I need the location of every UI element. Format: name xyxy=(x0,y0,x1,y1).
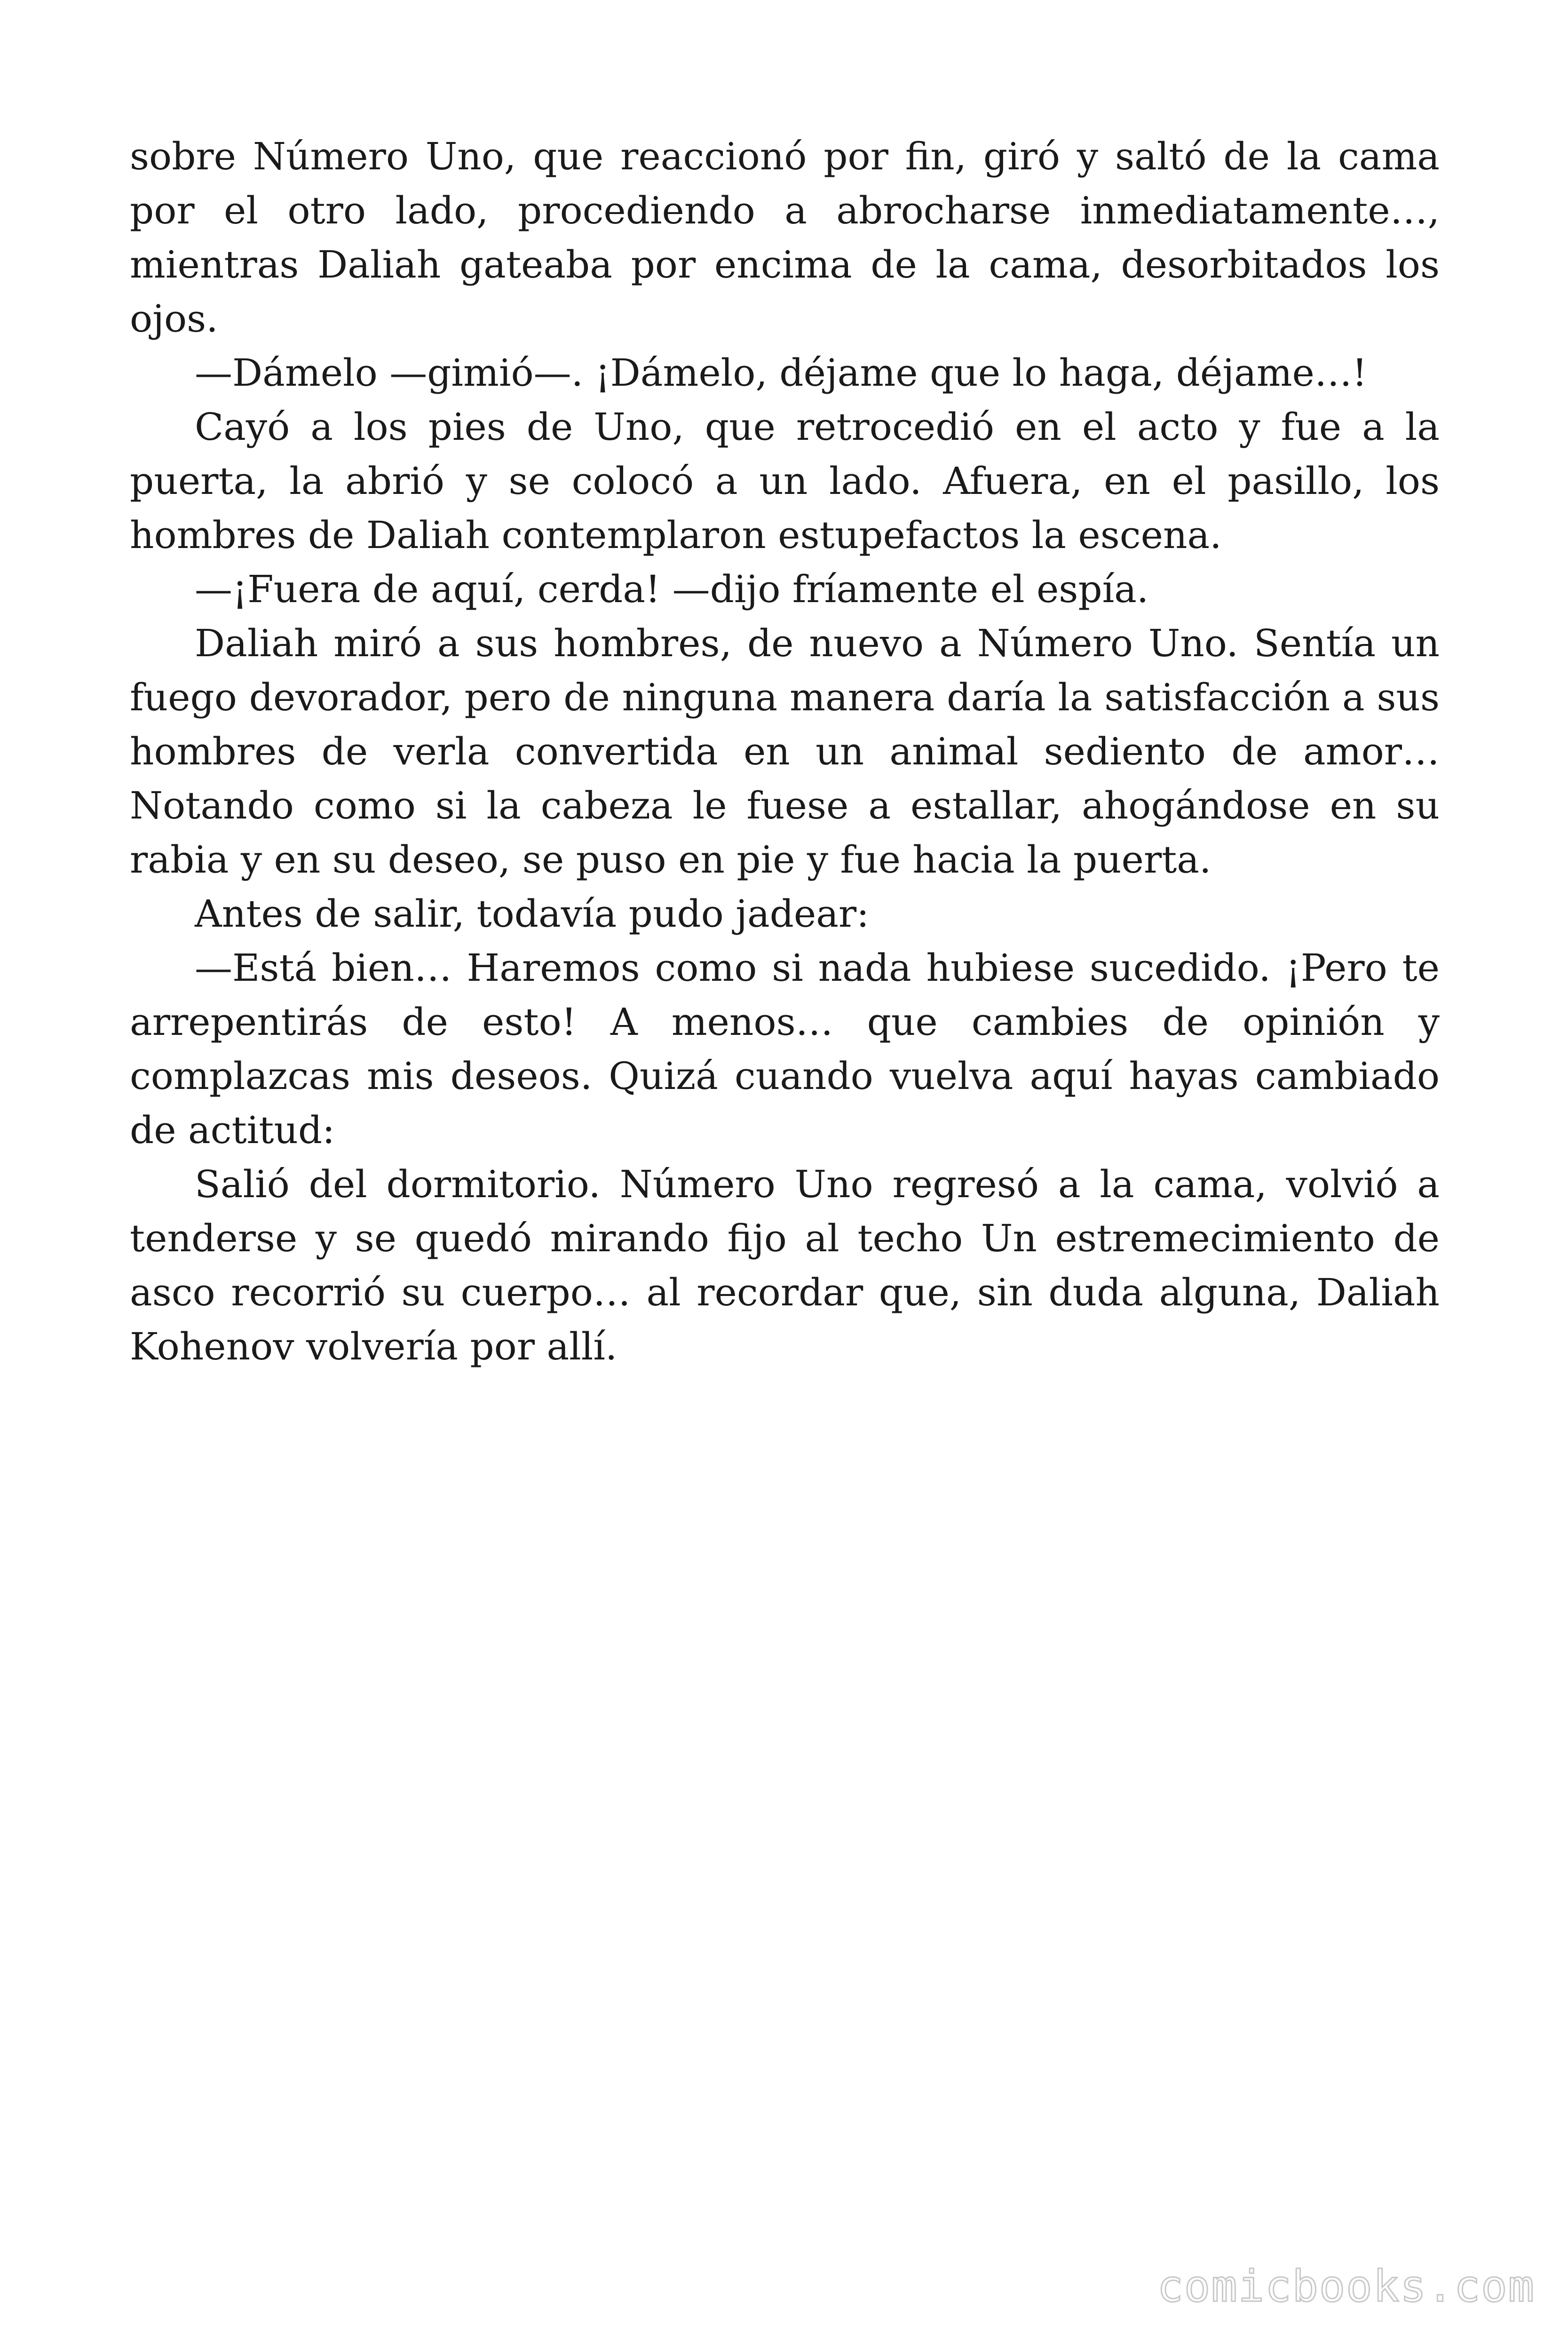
watermark: comicbooks.com xyxy=(1157,2261,1535,2312)
paragraph: —Dámelo —gimió—. ¡Dámelo, déjame que lo haga, déjame…! xyxy=(195,351,1368,395)
body-text xyxy=(130,129,1440,1374)
paragraph: sobre Número Uno, que reaccionó por fin, giró y saltó de la cama por el otro lado, procediendo a abrocharse inmediatamente…, mientras Daliah gateaba por encima de la cama, desorbitados los ojos. xyxy=(130,135,1440,341)
paragraph: Salió del dormitorio. Número Uno regresó a la cama, volvió a tenderse y se quedó mirando fijo al techo Un estremecimiento de asco recorrió su cuerpo… al recordar que, sin duda alguna, Daliah Kohenov volvería por allí. xyxy=(130,1162,1440,1368)
paragraph: Antes de salir, todavía pudo jadear: xyxy=(195,892,870,936)
paragraph: Cayó a los pies de Uno, que retrocedió en el acto y fue a la puerta, la abrió y se colocó a un lado. Afuera, en el pasillo, los hombres de Daliah contemplaron estupefactos la escena. xyxy=(130,405,1440,557)
paragraph: Daliah miró a sus hombres, de nuevo a Número Uno. Sentía un fuego devorador, pero de ninguna manera daría la satisfacción a sus hombres de verla convertida en un animal sediento de amor… Notando como si la cabeza le fuese a estallar, ahogándose en su rabia y en su deseo, se puso en pie y fue hacia la puerta. xyxy=(130,621,1440,882)
paragraph: —Está bien… Haremos como si nada hubiese sucedido. ¡Pero te arrepentirás de esto! A menos… que cambies de opinión y complazcas mis deseos. Quizá cuando vuelva aquí hayas cambiado de actitud: xyxy=(130,946,1440,1152)
paragraph: —¡Fuera de aquí, cerda! —dijo fríamente el espía. xyxy=(195,567,1149,611)
